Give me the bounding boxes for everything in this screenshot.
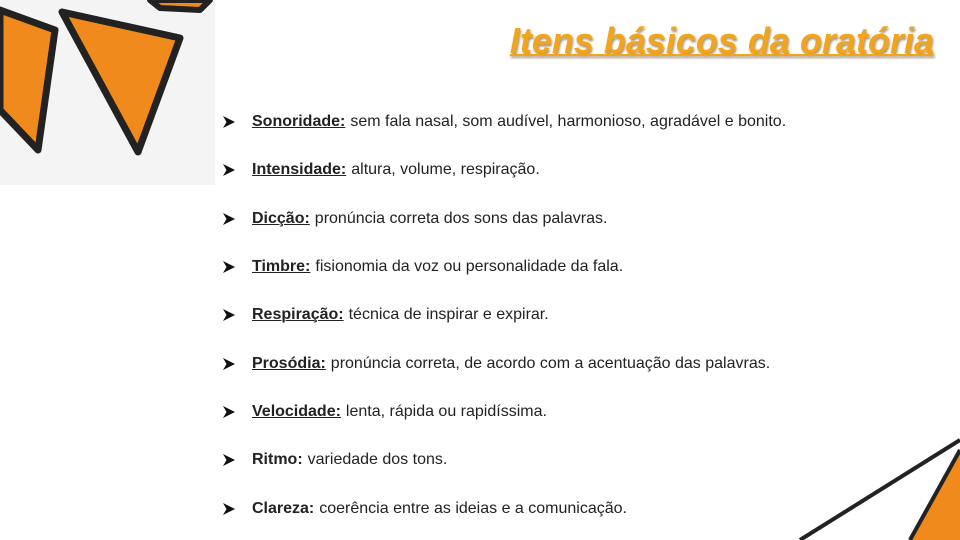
item-text: técnica de inspirar e expirar. <box>348 306 549 324</box>
arrow-bullet-icon <box>222 260 236 274</box>
list-item <box>222 291 786 339</box>
item-term: Timbre: <box>252 258 311 276</box>
list-item <box>222 146 786 194</box>
list-item <box>222 243 786 291</box>
orange-corner-decoration <box>760 430 960 540</box>
list-item <box>222 98 786 146</box>
arrow-bullet-icon <box>222 212 236 226</box>
item-term: Prosódia: <box>252 354 326 372</box>
slide-title: Itens básicos da oratória <box>509 20 934 61</box>
item-term: Velocidade: <box>252 402 341 420</box>
oratory-items-list <box>222 98 786 533</box>
item-text: lenta, rápida ou rapidíssima. <box>345 402 547 420</box>
list-item <box>222 388 786 436</box>
item-text: fisionomia da voz ou personalidade da fala. <box>315 258 624 276</box>
item-text: pronúncia correta dos sons das palavras. <box>314 209 608 227</box>
list-item <box>222 484 786 532</box>
item-term: Ritmo: <box>252 451 303 469</box>
list-item <box>222 436 786 484</box>
item-text: variedade dos tons. <box>307 451 448 469</box>
arrow-bullet-icon <box>222 502 236 516</box>
item-text: sem fala nasal, som audível, harmonioso, agradável e bonito. <box>350 113 787 131</box>
item-term: Intensidade: <box>252 161 347 179</box>
arrow-bullet-icon <box>222 308 236 322</box>
item-text: pronúncia correta, de acordo com a acentuação das palavras. <box>330 354 771 372</box>
item-text: altura, volume, respiração. <box>351 161 540 179</box>
arrow-bullet-icon <box>222 357 236 371</box>
item-term: Sonoridade: <box>252 113 346 131</box>
item-text: coerência entre as ideias e a comunicação. <box>319 499 627 517</box>
arrow-bullet-icon <box>222 163 236 177</box>
orange-rays-decoration <box>0 0 215 190</box>
list-item <box>222 339 786 387</box>
arrow-bullet-icon <box>222 405 236 419</box>
arrow-bullet-icon <box>222 115 236 129</box>
item-term: Dicção: <box>252 209 310 227</box>
item-term: Respiração: <box>252 306 344 324</box>
item-term: Clareza: <box>252 499 315 517</box>
arrow-bullet-icon <box>222 453 236 467</box>
list-item <box>222 195 786 243</box>
